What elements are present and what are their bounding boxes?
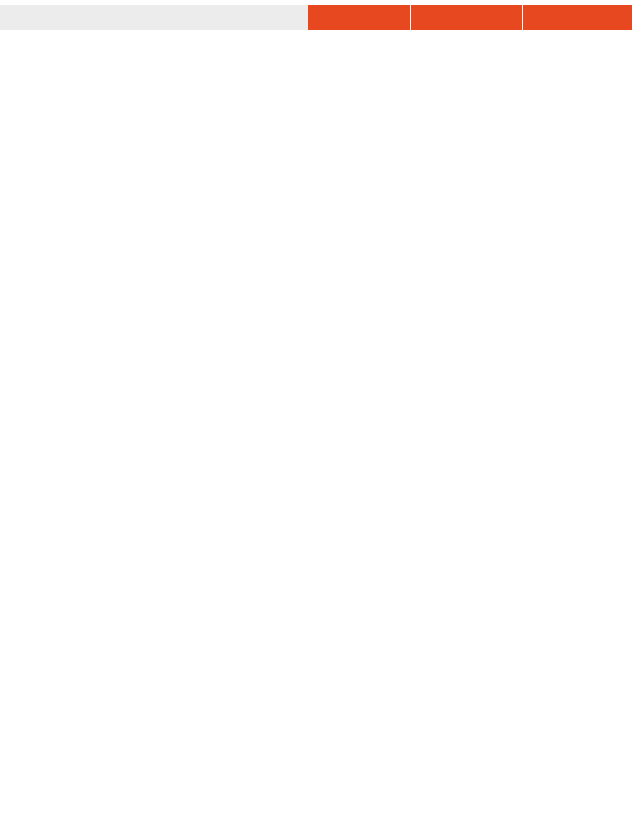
model-header-u400 — [523, 5, 632, 30]
model-header-u320 — [411, 5, 522, 30]
header-blank — [0, 5, 308, 30]
model-header-u2600 — [308, 5, 410, 30]
